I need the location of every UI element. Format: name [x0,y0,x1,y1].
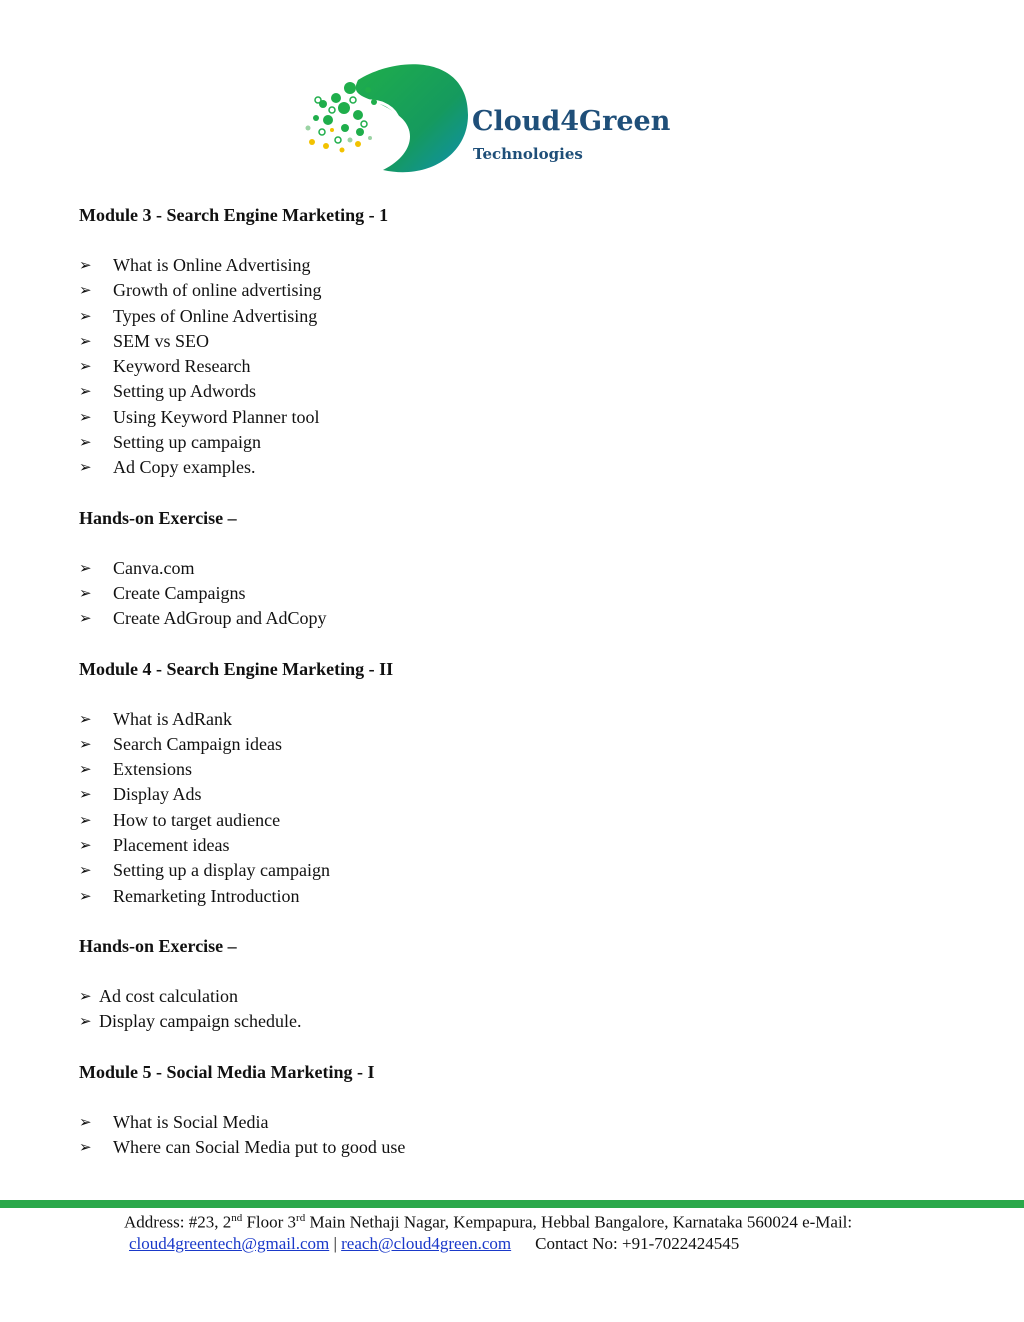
bullet-list [79,707,959,909]
bullet-list [79,1110,959,1161]
section-heading: Module 4 - Search Engine Marketing - II [79,658,394,679]
list-item: ➢ Where can Social Media put to good use [79,1135,959,1160]
arrow-bullet-icon: ➢ [79,583,92,602]
section-heading: Hands-on Exercise – [79,935,237,956]
arrow-bullet-icon: ➢ [79,810,92,829]
list-item: ➢ Types of Online Advertising [79,304,959,329]
arrow-bullet-icon: ➢ [79,986,92,1005]
contact-number: Contact No: +91-7022424545 [535,1234,740,1253]
section-heading: Hands-on Exercise – [79,507,237,528]
arrow-bullet-icon: ➢ [79,281,92,300]
list-item: ➢ Search Campaign ideas [79,732,959,757]
email-separator: | [329,1234,342,1253]
list-item: ➢ Canva.com [79,556,959,581]
list-item: ➢ How to target audience [79,808,959,833]
list-item: ➢ Extensions [79,757,959,782]
list-item: ➢ SEM vs SEO [79,329,959,354]
list-item: ➢ Display campaign schedule. [79,1009,959,1034]
list-item: ➢ Create AdGroup and AdCopy [79,606,959,631]
email-link-secondary[interactable]: reach@cloud4green.com [341,1234,512,1253]
list-item: ➢ Placement ideas [79,833,959,858]
arrow-bullet-icon: ➢ [79,1137,92,1156]
section-heading: Module 3 - Search Engine Marketing - 1 [79,205,389,225]
list-item: ➢ Remarketing Introduction [79,884,959,909]
arrow-bullet-icon: ➢ [79,458,92,477]
arrow-bullet-icon: ➢ [79,861,92,880]
list-item: ➢ Setting up a display campaign [79,858,959,883]
arrow-bullet-icon: ➢ [79,558,92,577]
section-heading: Module 5 - Social Media Marketing - I [79,1061,375,1082]
arrow-bullet-icon: ➢ [79,407,92,426]
arrow-bullet-icon: ➢ [79,1012,92,1031]
arrow-bullet-icon: ➢ [79,256,92,274]
list-item: ➢ Create Campaigns [79,581,959,606]
list-item: ➢ Setting up campaign [79,430,959,455]
footer-address: Address: #23, 2nd Floor 3rd Main Nethaji Nagar, Kempapura, Hebbal Bangalore, Karnataka 560024 e-Mail: [124,1212,853,1232]
list-item: ➢ Ad cost calculation [79,984,959,1009]
list-item: ➢ What is Social Media [79,1110,959,1135]
brand-name: Cloud4Green [472,106,671,137]
bullet-list [79,556,959,632]
arrow-bullet-icon: ➢ [79,734,92,753]
arrow-bullet-icon: ➢ [79,886,92,905]
bullet-list [79,984,959,1035]
arrow-bullet-icon: ➢ [79,1112,92,1131]
arrow-bullet-icon: ➢ [79,609,92,628]
list-item: ➢ Using Keyword Planner tool [79,405,959,430]
list-item: ➢ Keyword Research [79,354,959,379]
bullet-list [79,253,959,481]
list-item: ➢ Growth of online advertising [79,278,959,303]
list-item: ➢ Display Ads [79,782,959,807]
arrow-bullet-icon: ➢ [79,433,92,452]
arrow-bullet-icon: ➢ [79,836,92,855]
arrow-bullet-icon: ➢ [79,357,92,376]
company-logo [298,60,678,180]
email-link-primary[interactable]: cloud4greentech@gmail.com [129,1234,330,1253]
document-body [79,203,959,1160]
arrow-bullet-icon: ➢ [79,785,92,804]
arrow-bullet-icon: ➢ [79,760,92,779]
list-item: ➢ What is Online Advertising [79,253,959,278]
arrow-bullet-icon: ➢ [79,709,92,728]
arrow-bullet-icon: ➢ [79,382,92,401]
list-item: ➢ Setting up Adwords [79,379,959,404]
brand-subtitle: Technologies [473,145,583,163]
list-item: ➢ What is AdRank [79,707,959,732]
arrow-bullet-icon: ➢ [79,306,92,325]
arrow-bullet-icon: ➢ [79,331,92,350]
footer-contacts [129,1231,739,1256]
list-item: ➢ Ad Copy examples. [79,455,959,480]
